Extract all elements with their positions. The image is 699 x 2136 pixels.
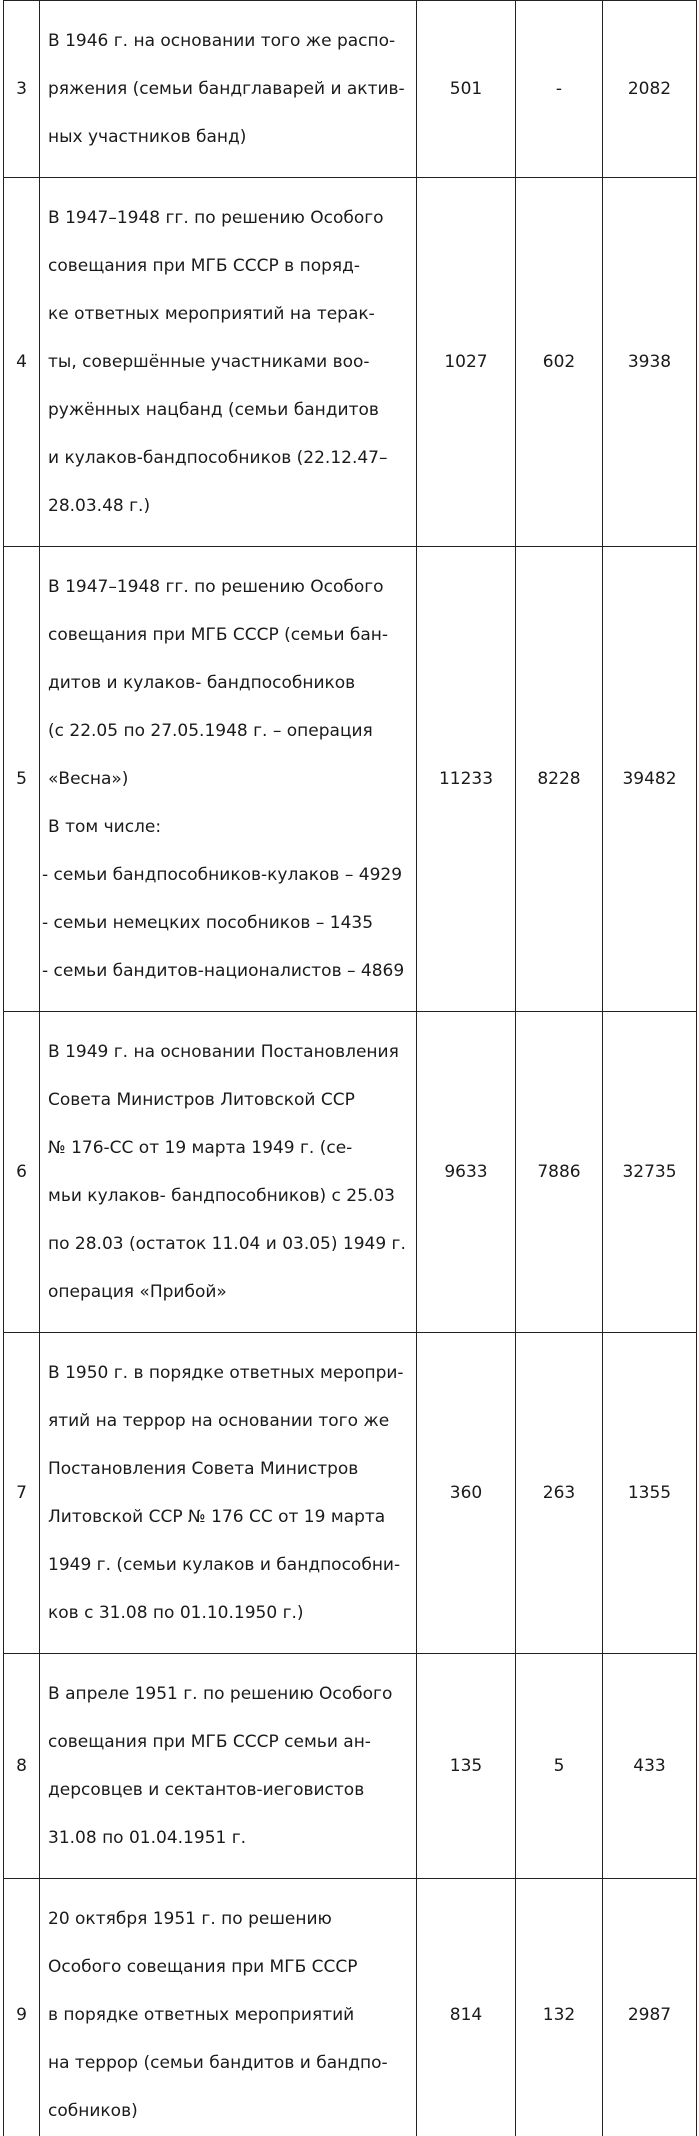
- value-cell-2: 263: [516, 1333, 603, 1654]
- description-line: В том числе:: [48, 815, 412, 839]
- row-description: [40, 1333, 417, 1654]
- value-cell-3: 2082: [603, 1, 697, 178]
- table-row: [4, 1, 697, 178]
- table-row: [4, 178, 697, 547]
- description-line: по 28.03 (остаток 11.04 и 03.05) 1949 г.: [48, 1232, 412, 1256]
- value-cell-1: 9633: [417, 1012, 516, 1333]
- value-cell-1: 360: [417, 1333, 516, 1654]
- description-line: совещания при МГБ СССР (семьи бан-: [48, 623, 412, 647]
- description-line: собников): [48, 2099, 412, 2123]
- value-cell-2: 602: [516, 178, 603, 547]
- description-line: и кулаков-бандпособников (22.12.47–: [48, 446, 412, 470]
- description-line: В апреле 1951 г. по решению Особого: [48, 1682, 412, 1706]
- description-line: Особого совещания при МГБ СССР: [48, 1955, 412, 1979]
- table-body: [4, 1, 697, 2136]
- description-line: (с 22.05 по 27.05.1948 г. – операция: [48, 719, 412, 743]
- value-cell-3: 3938: [603, 178, 697, 547]
- description-line: Литовской ССР № 176 СС от 19 марта: [48, 1505, 412, 1529]
- description-line: Постановления Совета Министров: [48, 1457, 412, 1481]
- value-cell-1: 1027: [417, 178, 516, 547]
- value-cell-1: 814: [417, 1879, 516, 2136]
- value-cell-1: 501: [417, 1, 516, 178]
- table-row: [4, 547, 697, 1012]
- value-cell-1: 11233: [417, 547, 516, 1012]
- description-subline: - семьи бандпособников-кулаков – 4929: [42, 863, 412, 887]
- description-line: 1949 г. (семьи кулаков и бандпособни-: [48, 1553, 412, 1577]
- description-line: ятий на террор на основании того же: [48, 1409, 412, 1433]
- description-line: ных участников банд): [48, 125, 412, 149]
- row-number: 9: [4, 1879, 40, 2136]
- value-cell-1: 135: [417, 1654, 516, 1879]
- description-line: Совета Министров Литовской ССР: [48, 1088, 412, 1112]
- description-line: дитов и кулаков- бандпособников: [48, 671, 412, 695]
- description-line: ты, совершённые участниками воо-: [48, 350, 412, 374]
- value-cell-3: 39482: [603, 547, 697, 1012]
- description-line: В 1950 г. в порядке ответных меропри-: [48, 1361, 412, 1385]
- value-cell-3: 433: [603, 1654, 697, 1879]
- description-line: совещания при МГБ СССР в поряд-: [48, 254, 412, 278]
- value-cell-3: 32735: [603, 1012, 697, 1333]
- table-row: [4, 1654, 697, 1879]
- description-line: № 176-СС от 19 марта 1949 г. (се-: [48, 1136, 412, 1160]
- description-line: ков с 31.08 по 01.10.1950 г.): [48, 1601, 412, 1625]
- description-line: 28.03.48 г.): [48, 494, 412, 518]
- row-number: 6: [4, 1012, 40, 1333]
- table-row: [4, 1333, 697, 1654]
- row-number: 5: [4, 547, 40, 1012]
- description-line: совещания при МГБ СССР семьи ан-: [48, 1730, 412, 1754]
- row-description: [40, 1654, 417, 1879]
- description-line: дерсовцев и сектантов-иеговистов: [48, 1778, 412, 1802]
- description-line: в порядке ответных мероприятий: [48, 2003, 412, 2027]
- row-number: 4: [4, 178, 40, 547]
- table-row: [4, 1012, 697, 1333]
- table-row: [4, 1879, 697, 2136]
- row-description: [40, 547, 417, 1012]
- description-line: на террор (семьи бандитов и бандпо-: [48, 2051, 412, 2075]
- value-cell-2: 7886: [516, 1012, 603, 1333]
- description-line: «Весна»): [48, 767, 412, 791]
- value-cell-2: 5: [516, 1654, 603, 1879]
- value-cell-2: 132: [516, 1879, 603, 2136]
- description-line: ружённых нацбанд (семьи бандитов: [48, 398, 412, 422]
- row-description: [40, 1879, 417, 2136]
- row-number: 7: [4, 1333, 40, 1654]
- description-subline: - семьи бандитов-националистов – 4869: [42, 959, 412, 983]
- description-line: мьи кулаков- бандпособников) с 25.03: [48, 1184, 412, 1208]
- description-line: 20 октября 1951 г. по решению: [48, 1907, 412, 1931]
- value-cell-3: 1355: [603, 1333, 697, 1654]
- description-line: В 1947–1948 гг. по решению Особого: [48, 206, 412, 230]
- description-line: В 1946 г. на основании того же распо-: [48, 29, 412, 53]
- description-line: ке ответных мероприятий на терак-: [48, 302, 412, 326]
- row-description: [40, 1012, 417, 1333]
- row-number: 3: [4, 1, 40, 178]
- row-description: [40, 178, 417, 547]
- description-line: ряжения (семьи бандглаварей и актив-: [48, 77, 412, 101]
- deportation-table: [3, 0, 697, 2136]
- description-line: операция «Прибой»: [48, 1280, 412, 1304]
- value-cell-3: 2987: [603, 1879, 697, 2136]
- row-number: 8: [4, 1654, 40, 1879]
- value-cell-2: -: [516, 1, 603, 178]
- value-cell-2: 8228: [516, 547, 603, 1012]
- description-subline: - семьи немецких пособников – 1435: [42, 911, 412, 935]
- description-line: В 1949 г. на основании Постановления: [48, 1040, 412, 1064]
- row-description: [40, 1, 417, 178]
- description-line: В 1947–1948 гг. по решению Особого: [48, 575, 412, 599]
- description-line: 31.08 по 01.04.1951 г.: [48, 1826, 412, 1850]
